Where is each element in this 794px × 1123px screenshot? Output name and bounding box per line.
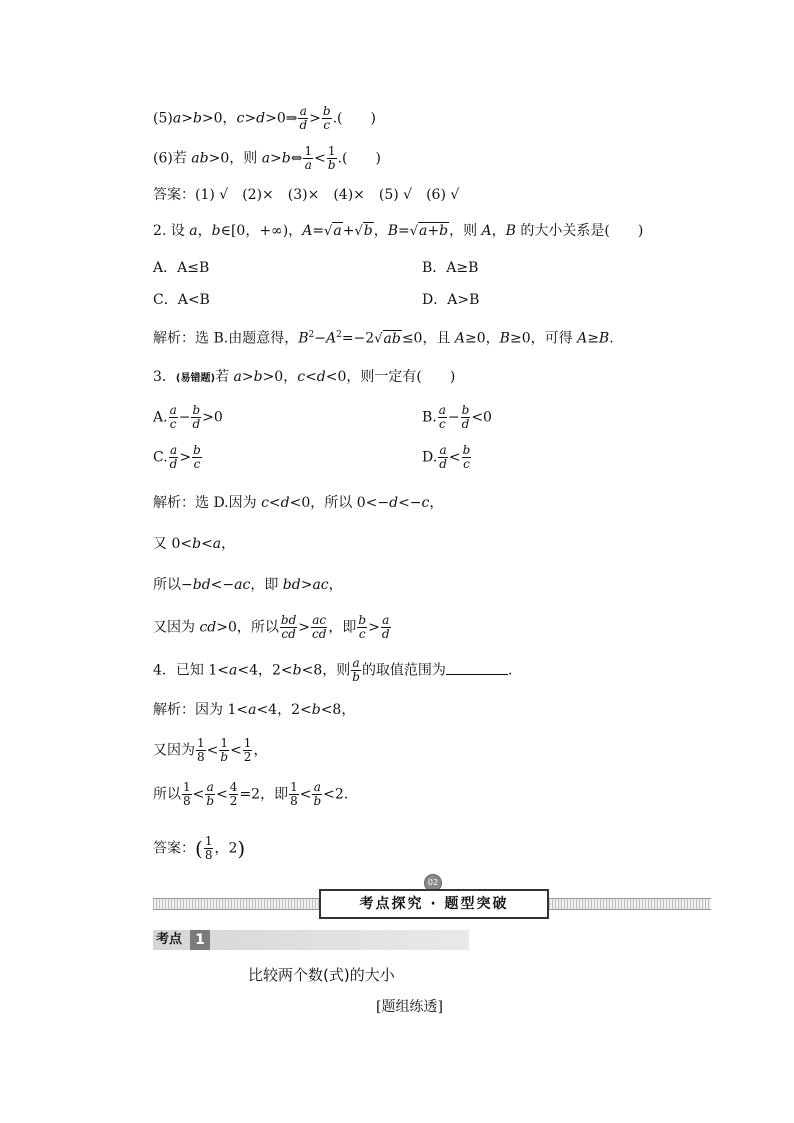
section-banner <box>153 888 711 918</box>
q1-answer: 答案：(1) √ (2)× (3)× (4)× (5) √ (6) √ <box>153 187 460 203</box>
q2-analysis: 解析：选 B.由题意得，$B^2-A^2=-2√ab\le 0$，且 A≥0，B≥0，可得 A≥B. <box>153 330 614 347</box>
q1-item-5: (5)a>b>0，c>d>0⇒ $\frac{a}{d}$ > $\frac{b}{c}$ .( ) <box>153 104 376 132</box>
section-title: 比较两个数(式)的大小 <box>248 966 395 984</box>
q2-stem: 2. 设 a，b∈[0，+∞)，A=√a+√b，B=√a+b，则 A，B 的大小关系是( ) <box>153 223 644 239</box>
q2-option-a: A．A≤B <box>153 260 210 276</box>
q3-analysis-4: 又因为 cd>0，所以 $\frac{bd}{cd}$ > $\frac{ac}{cd}$ ，即 $\frac{b}{c}$ > $\frac{a}{d}$ <box>153 613 390 641</box>
section-subtitle: [题组练透] <box>376 999 443 1015</box>
q3-analysis-2: 又 0<b<a， <box>153 536 236 552</box>
q4-analysis-1: 解析：因为 1<a<4，2<b<8， <box>153 702 356 718</box>
kaodian-label: 考点 <box>156 932 183 947</box>
q4-analysis-3: 所以 1 8 < $\frac{a}{b}$ < 4 2 =2，即 1 8 < $\frac{a}{b}$ <2. <box>153 780 349 808</box>
q4-analysis-2: 又因为 1 8 < $\frac{1}{b}$ < 1 2 ， <box>153 736 268 764</box>
banner-stripe-left <box>153 898 319 910</box>
q4-answer: 答案：( 1 8 ，2) <box>153 834 246 862</box>
section-badge: 02 <box>424 874 442 892</box>
q3-option-c: C. $\frac{a}{d}$ > $\frac{b}{c}$ <box>153 443 201 471</box>
q2-option-d: D．A>B <box>422 292 480 308</box>
q2-option-b: B．A≥B <box>422 260 479 276</box>
q3-option-b: B. $\frac{a}{c}$ − $\frac{b}{d}$ <0 <box>422 403 492 431</box>
q2-option-c: C．A<B <box>153 292 210 308</box>
q4-stem: 4．已知 1<a<4，2<b<8，则 $\frac{a}{b}$ 的取值范围为 . <box>153 656 513 684</box>
q3-analysis-3: 所以−bd<−ac，即 bd>ac， <box>153 577 343 593</box>
q1-item-6: (6)若 ab>0，则 a>b⇔ $\frac{1}{a}$ < $\frac{1}{b}$ .( ) <box>153 144 381 172</box>
q3-option-d: D. $\frac{a}{d}$ < $\frac{b}{c}$ <box>422 443 471 471</box>
q3-stem: 3．(易错题)若 a>b>0，c<d<0，则一定有( ) <box>153 369 456 385</box>
banner-stripe-right <box>549 898 711 910</box>
banner-title: 考点探究 · 题型突破 <box>319 889 549 919</box>
kaodian-bar <box>153 930 469 950</box>
answer-blank <box>446 662 508 675</box>
kaodian-number: 1 <box>190 930 210 950</box>
q3-option-a: A. $\frac{a}{c}$ − $\frac{b}{d}$ >0 <box>153 403 223 431</box>
q3-tag: (易错题) <box>175 373 216 384</box>
q3-analysis-1: 解析：选 D.因为 c<d<0，所以 0<−d<−c， <box>153 495 444 511</box>
